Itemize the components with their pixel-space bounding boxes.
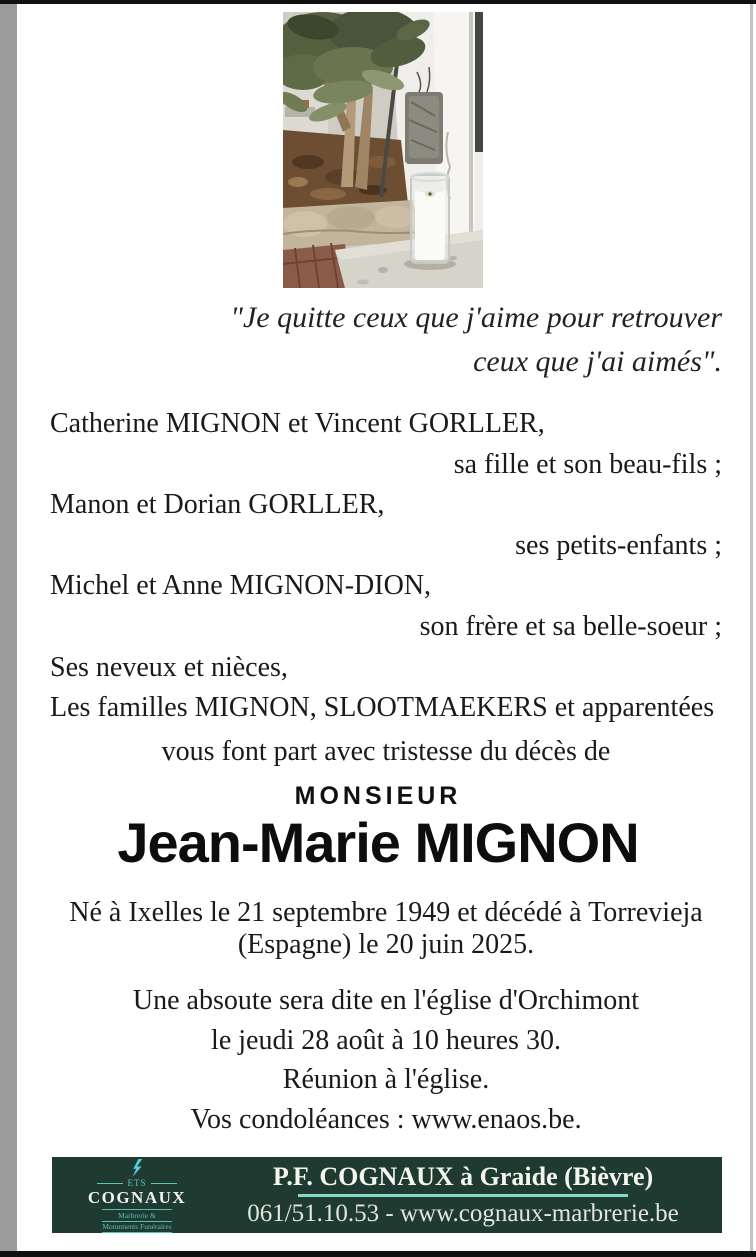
civility-title: MONSIEUR [294,782,462,810]
logo-subtitle [102,1209,171,1233]
life-dates [40,897,732,961]
left-scroll-strip [0,4,17,1251]
lightning-bolt-icon [129,1159,145,1177]
memorial-candle [404,173,456,270]
family-line: Les familles MIGNON, SLOOTMAEKERS et apparentées [50,692,715,724]
logo-company-name: COGNAUX [87,1188,187,1207]
opening-quote [180,296,722,384]
family-line: Ses neveux et nièces, [50,651,288,683]
bottom-border [0,1251,756,1257]
ceremony-line: Réunion à l'église. [282,1064,490,1095]
ceremony-line: Une absoute sera dite en l'église d'Orchimont [132,985,640,1016]
funeral-home-banner [52,1157,722,1233]
family-list [50,404,722,729]
memorial-photo-illustration [283,12,483,288]
right-edge-line [750,4,753,1251]
funeral-home-logo [52,1157,222,1233]
top-border [0,0,756,4]
relation-line: ses petits-enfants ; [515,529,722,561]
logo-subtitle-line-2: Monuments Funéraires [102,1222,172,1231]
funeral-home-info [222,1157,722,1233]
footer-divider-line [298,1194,628,1197]
logo-subtitle-line-1: Marbrerie & [102,1211,171,1222]
relation-line: son frère et sa belle-soeur ; [419,610,722,642]
memorial-photo [283,12,483,288]
relation-line: sa fille et son beau-fils ; [453,448,722,480]
family-line: Catherine MIGNON et Vincent GORLLER, [50,408,545,439]
logo-ets-label: ETS [97,1178,176,1188]
birth-death-line-1: Né à Ixelles le 21 septembre 1949 et décédé à Torrevieja [69,897,703,928]
quote-line-1: "Je quitte ceux que j'aime pour retrouver [230,301,722,334]
family-line: Manon et Dorian GORLLER, [50,489,385,521]
funeral-home-contact: 061/51.10.53 - www.cognaux-marbrerie.be [247,1200,679,1227]
ceremony-line: le jeudi 28 août à 10 heures 30. [211,1024,561,1056]
announcement-intro: vous font part avec tristesse du décès de [161,736,611,767]
family-line: Michel et Anne MIGNON-DION, [50,570,432,602]
condolences-line: Vos condoléances : www.enaos.be. [190,1103,582,1135]
ceremony-details [40,981,732,1139]
deceased-name: Jean-Marie MIGNON [117,811,639,874]
funeral-home-title: P.F. COGNAUX à Graide (Bièvre) [272,1162,654,1191]
birth-death-line-2: (Espagne) le 20 juin 2025. [237,929,535,960]
quote-line-2: ceux que j'ai aimés". [473,345,722,378]
